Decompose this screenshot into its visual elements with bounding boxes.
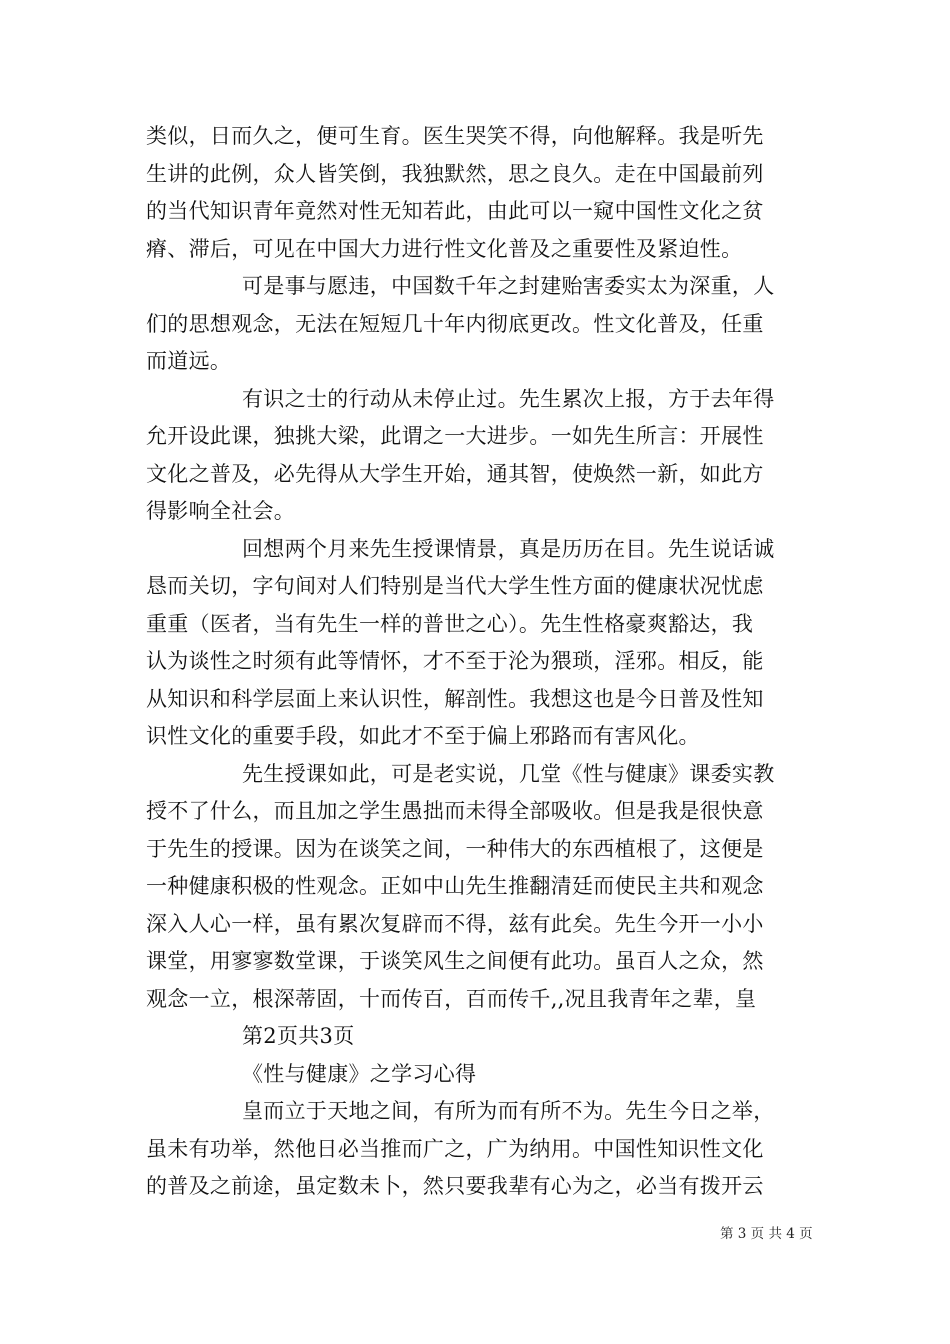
text-line: 恳而关切，字句间对人们特别是当代大学生性方面的健康状况忧虑 bbox=[146, 574, 764, 598]
text-line: 课堂，用寥寥数堂课，于谈笑风生之间便有此功。虽百人之众，然 bbox=[146, 949, 764, 973]
text-line: 授不了什么，而且加之学生愚拙而未得全部吸收。但是我是很快意 bbox=[146, 799, 764, 823]
text-line: 识性文化的重要手段，如此才不至于偏上邪路而有害风化。 bbox=[146, 724, 700, 748]
page-footer: 第 3 页 共 4 页 bbox=[720, 1226, 813, 1242]
text-line: 类似，日而久之，便可生育。医生哭笑不得，向他解释。我是听先 bbox=[146, 124, 764, 148]
text-line: 回想两个月来先生授课情景，真是历历在目。先生说话诚 bbox=[242, 536, 775, 561]
text-line: 生讲的此例，众人皆笑倒，我独默然，思之良久。走在中国最前列 bbox=[146, 161, 764, 186]
text-line: 文化之普及，必先得从大学生开始，通其智，使焕然一新，如此方 bbox=[146, 461, 764, 486]
text-line: 而道远。 bbox=[146, 349, 232, 373]
text-line: 观念一立，根深蒂固，十而传百，百而传千,,况且我青年之辈，皇 bbox=[146, 986, 757, 1011]
text-line: 皇而立于天地之间，有所为而有所不为。先生今日之举， bbox=[242, 1099, 775, 1123]
section-heading: 《性与健康》之学习心得 bbox=[242, 1061, 477, 1086]
text-line: 得影响全社会。 bbox=[146, 499, 296, 523]
text-line: 于先生的授课。因为在谈笑之间，一种伟大的东西植根了，这便是 bbox=[146, 836, 764, 861]
text-line: 可是事与愿违，中国数千年之封建贻害委实太为深重，人 bbox=[242, 274, 775, 298]
text-line: 有识之士的行动从未停止过。先生累次上报，方于去年得 bbox=[242, 386, 775, 411]
text-line: 一种健康积极的性观念。正如中山先生推翻清廷而使民主共和观念 bbox=[146, 874, 764, 898]
text-line: 认为谈性之时须有此等情怀，才不至于沦为猥琐，淫邪。相反，能 bbox=[146, 649, 764, 673]
body-text bbox=[146, 118, 806, 1206]
inline-page-count: 第2页共3页 bbox=[242, 1024, 355, 1048]
text-line: 先生授课如此，可是老实说，几堂《性与健康》课委实教 bbox=[242, 761, 775, 786]
text-line: 的当代知识青年竟然对性无知若此，由此可以一窥中国性文化之贫 bbox=[146, 199, 764, 223]
text-line: 瘠、滞后，可见在中国大力进行性文化普及之重要性及紧迫性。 bbox=[146, 236, 743, 261]
text-line: 虽未有功举，然他日必当推而广之，广为纳用。中国性知识性文化 bbox=[146, 1136, 764, 1161]
text-line: 从知识和科学层面上来认识性，解剖性。我想这也是今日普及性知 bbox=[146, 686, 764, 711]
text-line: 允开设此课，独挑大梁，此谓之一大进步。一如先生所言：开展性 bbox=[146, 424, 764, 448]
text-line: 深入人心一样，虽有累次复辟而不得，兹有此矣。先生今开一小小 bbox=[146, 911, 764, 936]
text-line: 们的思想观念，无法在短短几十年内彻底更改。性文化普及，任重 bbox=[146, 311, 764, 336]
text-line: 的普及之前途，虽定数未卜，然只要我辈有心为之，必当有拨开云 bbox=[146, 1174, 764, 1198]
text-line: 重重（医者，当有先生一样的普世之心）。先生性格豪爽豁达，我 bbox=[146, 611, 754, 636]
